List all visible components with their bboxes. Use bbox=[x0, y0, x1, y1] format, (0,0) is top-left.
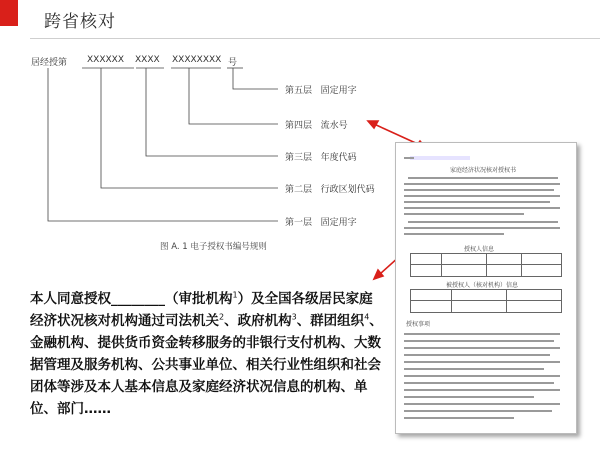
layer-3-desc: 年度代码 bbox=[320, 153, 357, 163]
doc-number-line bbox=[404, 157, 414, 159]
page-title: 跨省核对 bbox=[44, 12, 116, 32]
doc-text-line bbox=[408, 177, 558, 179]
layer-5 bbox=[285, 83, 357, 96]
doc-text-line bbox=[404, 368, 544, 370]
doc-text-line bbox=[404, 403, 560, 405]
layer-2 bbox=[285, 182, 375, 195]
authorization-statement bbox=[30, 288, 385, 420]
doc-table-rule bbox=[441, 254, 442, 276]
footnote-ref-1: 1 bbox=[232, 290, 238, 300]
doc-text-line bbox=[404, 417, 514, 419]
doc-table1-title: 授权人信息 bbox=[464, 246, 495, 253]
doc-text-line bbox=[404, 347, 560, 349]
doc-text-line bbox=[404, 382, 554, 384]
layer-5-desc: 固定用字 bbox=[320, 86, 357, 96]
layer-3-name: 第三层 bbox=[285, 153, 313, 163]
code-part-serial: XXXXXXXX bbox=[172, 55, 222, 65]
footnote-ref-2: 2 bbox=[219, 312, 225, 322]
doc-heading: 家庭经济状况核对授权书 bbox=[450, 167, 517, 174]
statement-part-3: 、政府机构 bbox=[224, 313, 292, 329]
doc-text-line bbox=[404, 227, 560, 229]
authorization-document-thumbnail bbox=[395, 142, 577, 434]
doc-table-rule bbox=[411, 300, 561, 301]
doc-text-line bbox=[404, 183, 560, 185]
doc-text-line bbox=[404, 361, 560, 363]
layer-2-name: 第二层 bbox=[285, 185, 313, 195]
statement-part-1: 本人同意授权________（审批机构 bbox=[30, 291, 233, 307]
code-part-region: XXXXXX bbox=[87, 55, 124, 65]
doc-table2-title: 被授权人（核对机构）信息 bbox=[446, 282, 519, 289]
doc-text-line bbox=[404, 375, 560, 377]
statement-part-4: 、群团组织 bbox=[296, 313, 365, 329]
doc-table-rule bbox=[506, 290, 507, 312]
layer-1-desc: 固定用字 bbox=[320, 218, 357, 228]
doc-text-line bbox=[404, 201, 550, 203]
doc-text-line bbox=[404, 189, 554, 191]
doc-text-line bbox=[408, 221, 558, 223]
doc-number-highlight bbox=[410, 156, 470, 160]
doc-text-line bbox=[404, 333, 560, 335]
statement-part-2: ）及全国各级居民家庭经济状况核对机构通过司法机关 bbox=[30, 291, 373, 329]
doc-text-line bbox=[404, 389, 560, 391]
code-part-suffix: 号 bbox=[228, 58, 238, 68]
statement-part-5: 、金融机构、提供货币资金转移服务的非银行支付机构、大数据管理及服务机构、公共事业单位、相关行业性组织和社会团体等涉及本人基本信息及家庭经济状况信息的机构、单位、部门…… bbox=[30, 313, 383, 417]
doc-text-line bbox=[404, 354, 550, 356]
doc-text-line bbox=[404, 213, 524, 215]
doc-text-line bbox=[404, 195, 560, 197]
layer-1-name: 第一层 bbox=[285, 218, 313, 228]
layer-2-desc: 行政区划代码 bbox=[320, 185, 375, 195]
doc-text-line bbox=[404, 207, 560, 209]
doc-table-2 bbox=[410, 289, 562, 313]
layer-5-name: 第五层 bbox=[285, 86, 313, 96]
figure-caption: 图 A. 1 电子授权书编号规则 bbox=[160, 242, 267, 252]
layer-4-name: 第四层 bbox=[285, 121, 313, 131]
doc-text-line bbox=[404, 410, 552, 412]
doc-text-line bbox=[404, 340, 554, 342]
code-part-prefix: 居经授第 bbox=[31, 58, 68, 68]
footnote-ref-3: 3 bbox=[291, 312, 297, 322]
doc-table-1 bbox=[410, 253, 562, 277]
layer-4-desc: 流水号 bbox=[320, 121, 348, 131]
layer-4 bbox=[285, 118, 348, 131]
doc-footer-title: 授权事项 bbox=[406, 321, 431, 328]
layer-3 bbox=[285, 150, 357, 163]
doc-table-rule bbox=[521, 254, 522, 276]
footnote-ref-4: 4 bbox=[364, 312, 370, 322]
doc-table-rule bbox=[451, 290, 452, 312]
code-part-year: XXXX bbox=[135, 55, 160, 65]
layer-1 bbox=[285, 215, 357, 228]
doc-text-line bbox=[404, 396, 534, 398]
doc-table-rule bbox=[486, 254, 487, 276]
doc-text-line bbox=[404, 233, 504, 235]
